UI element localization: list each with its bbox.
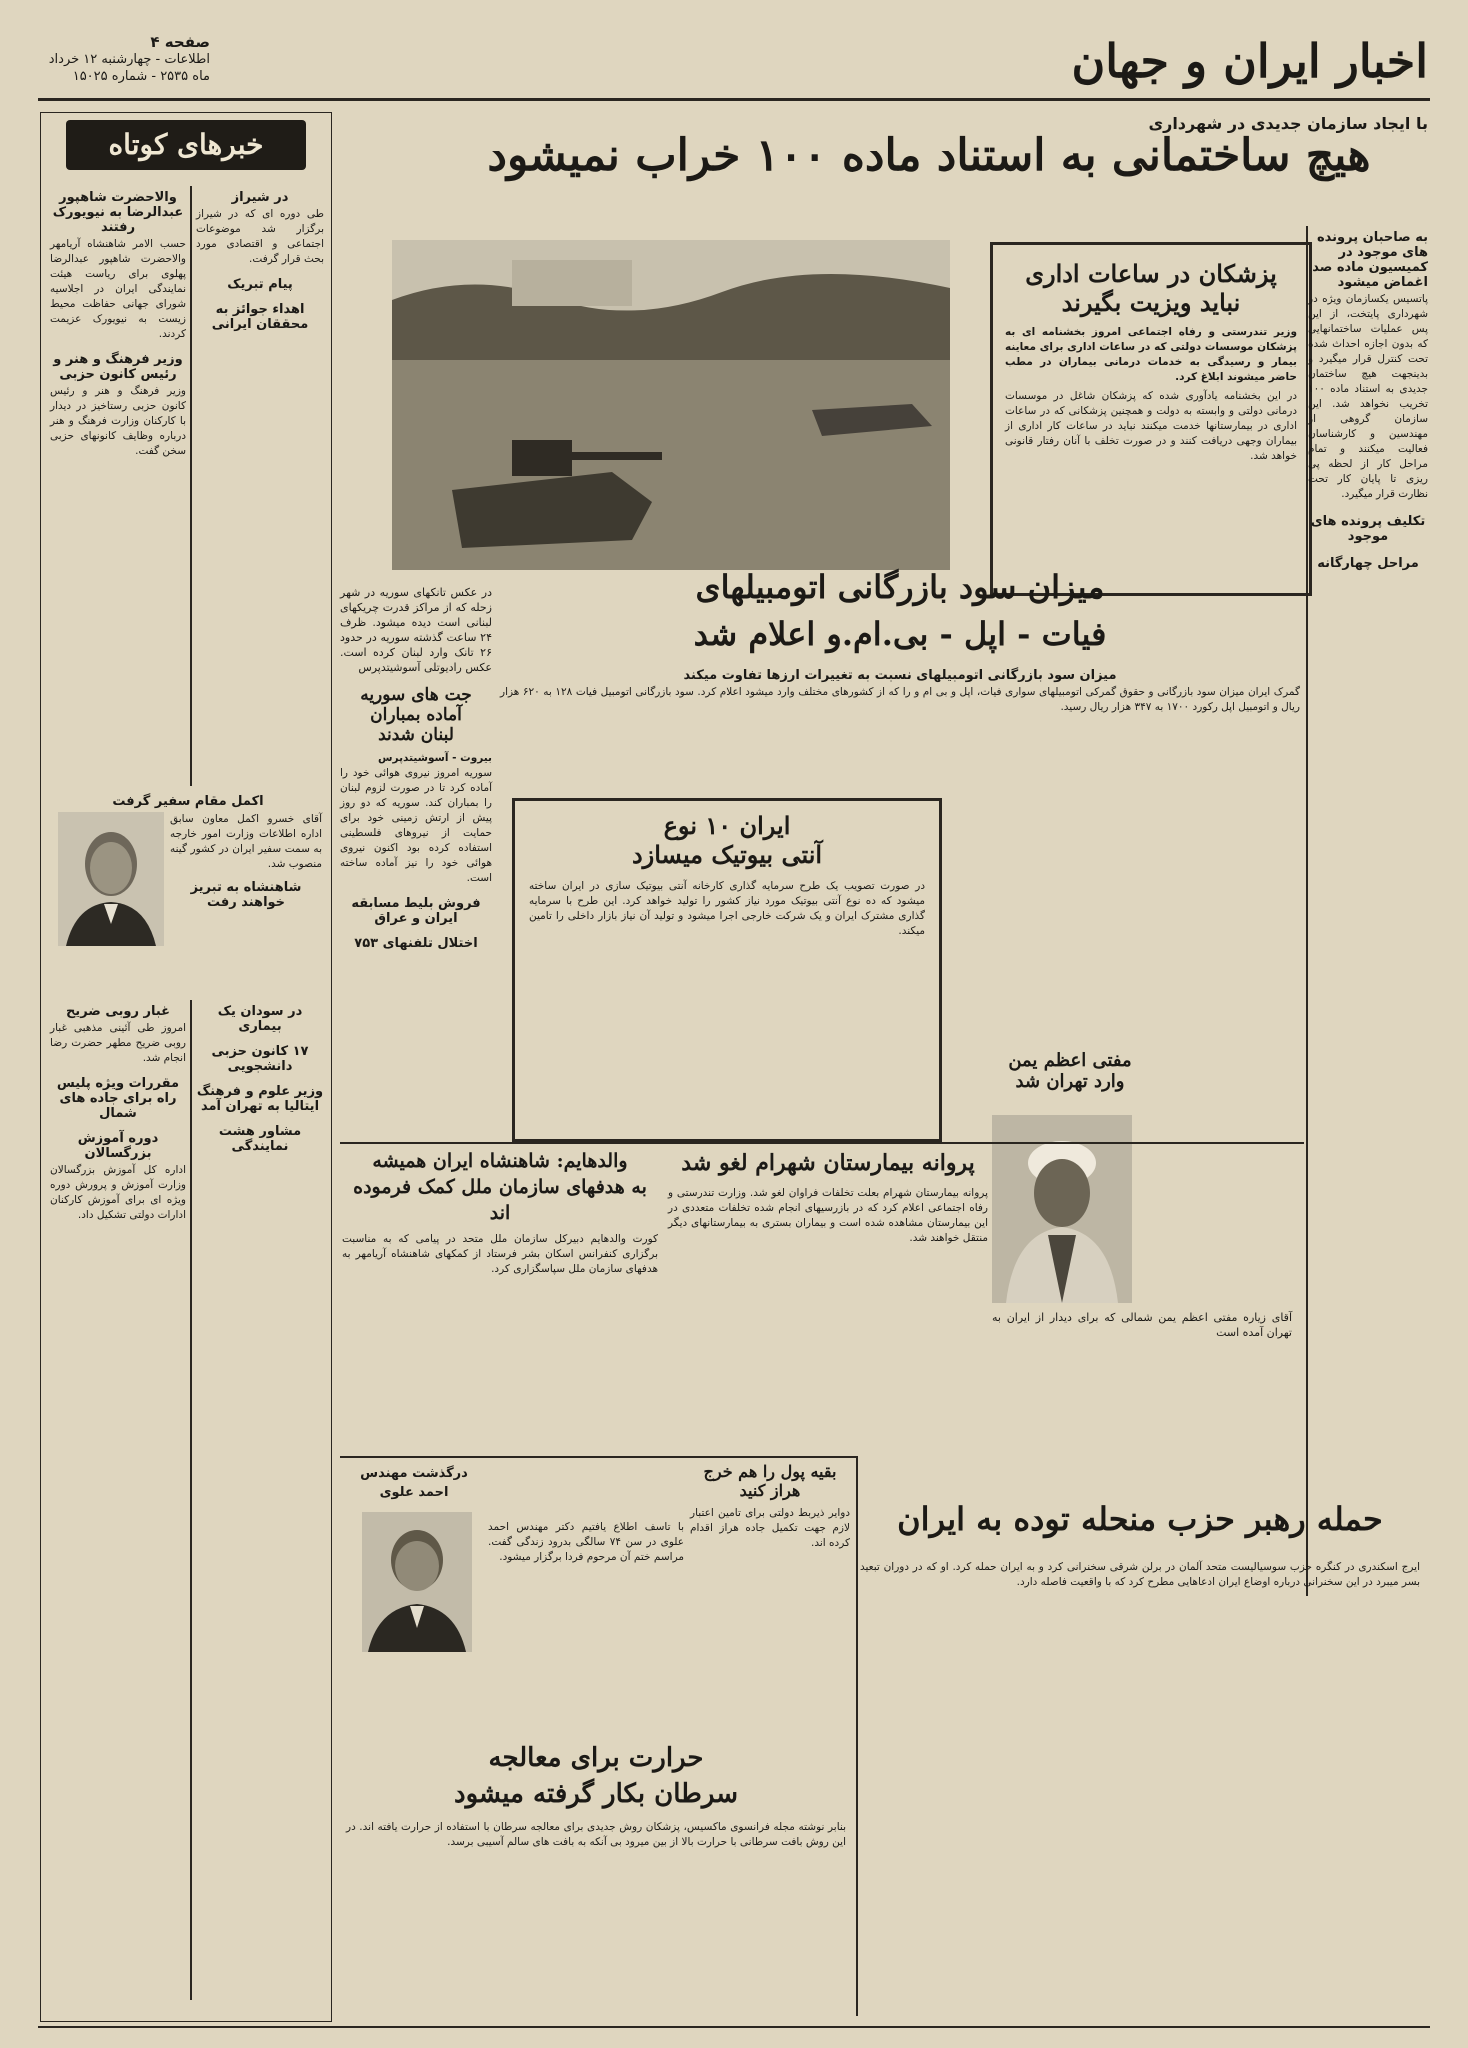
obituary-body: با تاسف اطلاع یافتیم دکتر مهندس احمد علوی در سن ۷۴ سالگی بدرود زندگی گفت. مراسم ختم آن مرحوم فردا برگزار میشود. bbox=[488, 1521, 684, 1563]
mid-rule bbox=[340, 1142, 1304, 1144]
obituary-photo bbox=[362, 1512, 472, 1652]
obituary-title: درگذشت مهندس bbox=[360, 1466, 468, 1481]
shiraz-title: در شیراز bbox=[231, 190, 289, 205]
top-story-body: پاتسیس یکسازمان ویژه در شهرداری پایتخت، از این پس عملیات ساختمانهایی که بدون اجازه احداث شده تحت کنترل قرار میگیرد و بدینجهت هیچ ساختمان جدیدی به استناد ماده ۱۰۰ تخریب نخواهد شد. این سازمان گروهی از مهندسین و کارشناسان فعالیت میکنند و تمام مراحل کار از لحظه پی ریزی تا پایان کار تحت نظارت قرار میگیرد. bbox=[1308, 293, 1428, 500]
fiat-body-block bbox=[500, 664, 1300, 715]
right-column-rule bbox=[1306, 226, 1308, 1596]
tanks-caption: در عکس تانکهای سوریه در شهر زحله که از مراکز قدرت چریکهای لبنانی است دیده میشود. ظرف ۲۴ ساعت گذشته سوریه در حدود ۲۶ تانک وارد لبنان کرده است. عکس رادیوتلی آسوشیتدپرس bbox=[340, 586, 492, 674]
subhead-stages: مراحل چهارگانه bbox=[1317, 556, 1419, 571]
cancer-headline-1: حرارت برای معالجه bbox=[488, 1743, 704, 1773]
short-news-banner: خبرهای کوتاه bbox=[66, 120, 306, 170]
short-news-item3-body: آقای خسرو اکمل معاون سابق اداره اطلاعات وزارت امور خارجه به سمت سفیر ایران در کشور گینه منصوب شد. bbox=[170, 813, 322, 870]
tabriz-title: پیام تبریک bbox=[227, 277, 293, 292]
awards-title: اهداء جوائز به محققان ایرانی bbox=[211, 302, 309, 332]
antibiotic-headline-1: ایران ۱۰ نوع bbox=[663, 811, 791, 840]
issue-line: ماه ۲۵۳۵ - شماره ۱۵۰۲۵ bbox=[72, 69, 210, 84]
short-news-item7-body: اداره کل آموزش بزرگسالان وزارت آموزش و پرورش دوره ویژه ای برای آموزش کارکنان ادارات دولتی تشکیل داد. bbox=[50, 1164, 186, 1221]
fiat-headline-1: میزان سود بازرگانی اتومبیلهای bbox=[695, 568, 1105, 606]
ambassador-title: اکمل مقام سفیر گرفت bbox=[112, 794, 264, 809]
doctors-body: در این بخشنامه یادآوری شده که پزشکان شاغل در موسسات درمانی دولتی و وابسته به دولت و همچنین پزشکانی که در ساعات اداری در بیمارستانها خدمت میکنند نباید در ساعات کار اداری از بیماران وجهی دریافت کنند و در صورت تخلف با آنان رفتار قانونی خواهد شد. bbox=[1005, 390, 1297, 462]
mufti-caption: آقای زیاره مفتی اعظم یمن شمالی که برای دیدار از ایران به تهران آمده است bbox=[992, 1311, 1292, 1339]
page-label: صفحه ۴ bbox=[150, 33, 210, 51]
syria-headline-1: جت های سوریه bbox=[360, 685, 472, 705]
short-news-item2-body: وزیر فرهنگ و هنر و رئیس کانون حزبی رستاخیز در دیدار با کارکنان وزارت فرهنگ و هنر درباره وظایف کانونهای حزبی سخن گفت. bbox=[50, 385, 186, 457]
antibiotic-box bbox=[512, 798, 942, 1142]
mufti-headline bbox=[990, 1050, 1150, 1092]
short-news-lower-right bbox=[50, 1000, 186, 1223]
top-story-kicker: با ایجاد سازمان جدیدی در شهرداری bbox=[1148, 114, 1428, 133]
syria-headline-2: آماده بمباران bbox=[370, 705, 462, 725]
doctors-headline-1: پزشکان در ساعات اداری bbox=[1025, 259, 1277, 288]
date-line: اطلاعات - چهارشنبه ۱۲ خرداد bbox=[48, 52, 210, 67]
antibiotic-headline-2: آنتی بیوتیک میسازد bbox=[631, 840, 823, 869]
mufti-headline-1: مفتی اعظم یمن bbox=[1008, 1050, 1132, 1071]
short-news-left-col bbox=[196, 186, 324, 334]
tudeh-body: ایرج اسکندری در کنگره حزب سوسیالیست متحد آلمان در برلن شرقی سخنرانی کرد و به ایران حمله کرد. او که در دوران تبعید بسر میبرد در این سخنرانی درباره اوضاع ایران ادعاهایی مطرح کرد که با واقعیت فاصله دارد. bbox=[860, 1561, 1420, 1588]
short-news-item5-title: غبار روبی ضریح bbox=[65, 1004, 171, 1019]
tanks-photo bbox=[392, 240, 950, 570]
short-news-right-col bbox=[50, 186, 186, 459]
loan-headline-2: هراز کنید bbox=[739, 1481, 801, 1500]
cancer-story bbox=[346, 1740, 846, 1850]
column-divider-lower bbox=[190, 1000, 192, 2000]
hospital-story bbox=[668, 1148, 988, 1246]
bottom-rule bbox=[38, 2026, 1430, 2028]
mufti-headline-2: وارد تهران شد bbox=[1015, 1071, 1125, 1092]
cancer-body: بنابر نوشته مجله فرانسوی ماکسیس، پزشکان روش جدیدی برای معالجه سرطان با استفاده از حرارت یافته اند. در این روش بافت سرطانی با حرارت بالا از بین میرود بی آنکه به بافت های سالم آسیبی برسد. bbox=[346, 1821, 846, 1848]
hospital-headline: پروانه بیمارستان شهرام لغو شد bbox=[681, 1150, 975, 1176]
loan-body: دوایر ذیربط دولتی برای تامین اعتبار لازم جهت تکمیل جاده هراز اقدام کرده اند. bbox=[690, 1507, 850, 1549]
sudan-title: در سودان یک بیماری bbox=[217, 1004, 303, 1034]
short-news-item2-title: وزیر فرهنگ و هنر و رئیس کانون حزبی bbox=[53, 352, 183, 382]
doctors-lead: وزیر تندرستی و رفاه اجتماعی امروز بخشنامه ای به پزشکان موسسات دولتی که در ساعات اداری برای معاینه بیمار و رسیدگی به خدمات درمانی بیماران در مطب حاضر میشوند ابلاغ کرد. bbox=[1005, 326, 1297, 383]
top-story-deck: به صاحبان پرونده های موجود در کمیسیون ماده صد اغماض میشود bbox=[1312, 230, 1428, 290]
telephone-title: اختلال تلفنهای ۷۵۳ bbox=[354, 936, 478, 951]
shahanshah-story bbox=[342, 1148, 658, 1277]
short-news-item1-body: حسب الامر شاهنشاه آریامهر والاحضرت شاهپور عبدالرضا پهلوی برای ریاست هیئت نمایندگی ایران در اجلاسیه شورای جهانی حفاظت محیط زیست به نیویورک عزیمت کردند. bbox=[50, 238, 186, 340]
fiat-subhead: میزان سود بازرگانی اتومبیلهای نسبت به تغییرات ارزها تفاوت میکند bbox=[683, 668, 1117, 683]
loan-story bbox=[690, 1462, 850, 1551]
fiat-headline-2: فیات - اپل - بی.ام.و اعلام شد bbox=[693, 615, 1107, 653]
ambassador-photo bbox=[58, 812, 164, 946]
eight-reps-title: مشاور هشت نمایندگی bbox=[218, 1124, 302, 1154]
minister-title: وزیر علوم و فرهنگ ایتالیا به تهران آمد bbox=[196, 1084, 324, 1114]
ticket-title: فروش بلیط مسابقه ایران و عراق bbox=[351, 896, 481, 926]
ambassador-section bbox=[50, 790, 326, 811]
page-info bbox=[40, 34, 210, 85]
obituary-body-block bbox=[488, 1520, 684, 1565]
masthead-rule bbox=[38, 98, 1430, 101]
syria-column bbox=[340, 585, 492, 953]
loan-headline-1: بقیه پول را هم خرج bbox=[703, 1462, 837, 1481]
tudeh-body-block bbox=[860, 1560, 1420, 1590]
student-title: ۱۷ کانون حزبی دانشجویی bbox=[211, 1044, 309, 1074]
tudeh-headline: حمله رهبر حزب منحله توده به ایران bbox=[897, 1500, 1383, 1538]
shahanshah-headline-2: به هدفهای سازمان ملل کمک فرموده اند bbox=[353, 1176, 647, 1224]
top-story-column bbox=[1308, 226, 1428, 573]
short-news-lower-left bbox=[196, 1000, 324, 1156]
lower-divider bbox=[856, 1456, 858, 2016]
short-news-item7-title: دوره آموزش بزرگسالان bbox=[77, 1131, 159, 1161]
doctors-box bbox=[990, 242, 1312, 596]
subhead-files: تکلیف پرونده های موجود bbox=[1310, 514, 1426, 544]
section-title: اخبار ایران و جهان bbox=[1071, 34, 1428, 88]
shiraz-body: طی دوره ای که در شیراز برگزار شد موضوعات اجتماعی و اقتصادی مورد بحث قرار گرفت. bbox=[196, 208, 324, 265]
ambassador-text bbox=[170, 812, 322, 912]
short-news-item5-body: امروز طی آئینی مذهبی غبار روبی ضریح مطهر حضرت رضا انجام شد. bbox=[50, 1022, 186, 1064]
obituary bbox=[346, 1462, 482, 1502]
top-story-headline: هیچ ساختمانی به استناد ماده ۱۰۰ خراب نمیشود bbox=[487, 130, 1371, 181]
shahanshah-body: کورت والدهایم دبیرکل سازمان ملل متحد در پیامی که به مناسبت برگزاری کنفرانس اسکان بشر فرستاد از کمکهای شاهنشاه آریامهر به هدفهای سازمان ملل سپاسگزاری کرد. bbox=[342, 1233, 658, 1275]
short-news-item6-title: مقررات ویژه پلیس راه برای جاده های شمال bbox=[56, 1076, 180, 1121]
short-news-item4-title: شاهنشاه به تبریز خواهند رفت bbox=[190, 880, 302, 910]
fiat-body: گمرک ایران میزان سود بازرگانی و حقوق گمرکی اتومبیلهای سواری فیات، اپل و بی ام و را که از کشورهای مختلف وارد میشود اعلام کرد. سود بازرگانی اتومبیل فیات ۱۲۸ به ۶۲۰ هزار ریال و اتومبیل اپل رکورد ۱۷۰۰ به ۳۴۷ هزار ریال رسید. bbox=[500, 686, 1300, 713]
antibiotic-body: در صورت تصویب یک طرح سرمایه گذاری کارخانه آنتی بیوتیک سازی در ایران ساخته میشود که ده نوع آنتی بیوتیک مورد نیاز کشور را تولید خواهد کرد. این طرح با سرمایه گذاری مشترک ایران و یک شرکت خارجی اجرا میشود و تولید آن نیاز بازار داخلی را تامین میکند. bbox=[529, 880, 925, 937]
doctors-headline-2: نباید ویزیت بگیرند bbox=[1061, 288, 1241, 317]
lower-rule bbox=[340, 1456, 856, 1458]
syria-body: سوریه امروز نیروی هوائی خود را آماده کرد تا در صورت لزوم لبنان را بمباران کند. سوریه که دو روز پیش از ارتش زمینی خود برای حمایت از نیروهای فلسطینی استفاده کرده بود اکنون نیروی هوائی خود را نیز آماده ساخته است. bbox=[340, 767, 492, 884]
obituary-name: احمد علوی bbox=[379, 1485, 449, 1500]
syria-headline-3: لبنان شدند bbox=[378, 725, 454, 745]
mufti-caption-block bbox=[992, 1310, 1292, 1340]
syria-dateline: بیروت - آسوشیتدپرس bbox=[378, 752, 492, 764]
shahanshah-headline-1: والدهایم: شاهنشاه ایران همیشه bbox=[372, 1150, 628, 1172]
short-news-item1-title: والاحضرت شاهپور عبدالرضا به نیویورک رفتند bbox=[52, 190, 184, 235]
column-divider bbox=[190, 186, 192, 786]
cancer-headline-2: سرطان بکار گرفته میشود bbox=[454, 1779, 738, 1809]
hospital-body: پروانه بیمارستان شهرام بعلت تخلفات فراوان لغو شد. وزارت تندرستی و رفاه اجتماعی اعلام کرد که در بازرسیهای انجام شده تخلفات متعددی در این بیمارستان مشاهده شده است و بیماران بستری به بیمارستانهای دیگر منتقل خواهند شد. bbox=[668, 1187, 988, 1244]
